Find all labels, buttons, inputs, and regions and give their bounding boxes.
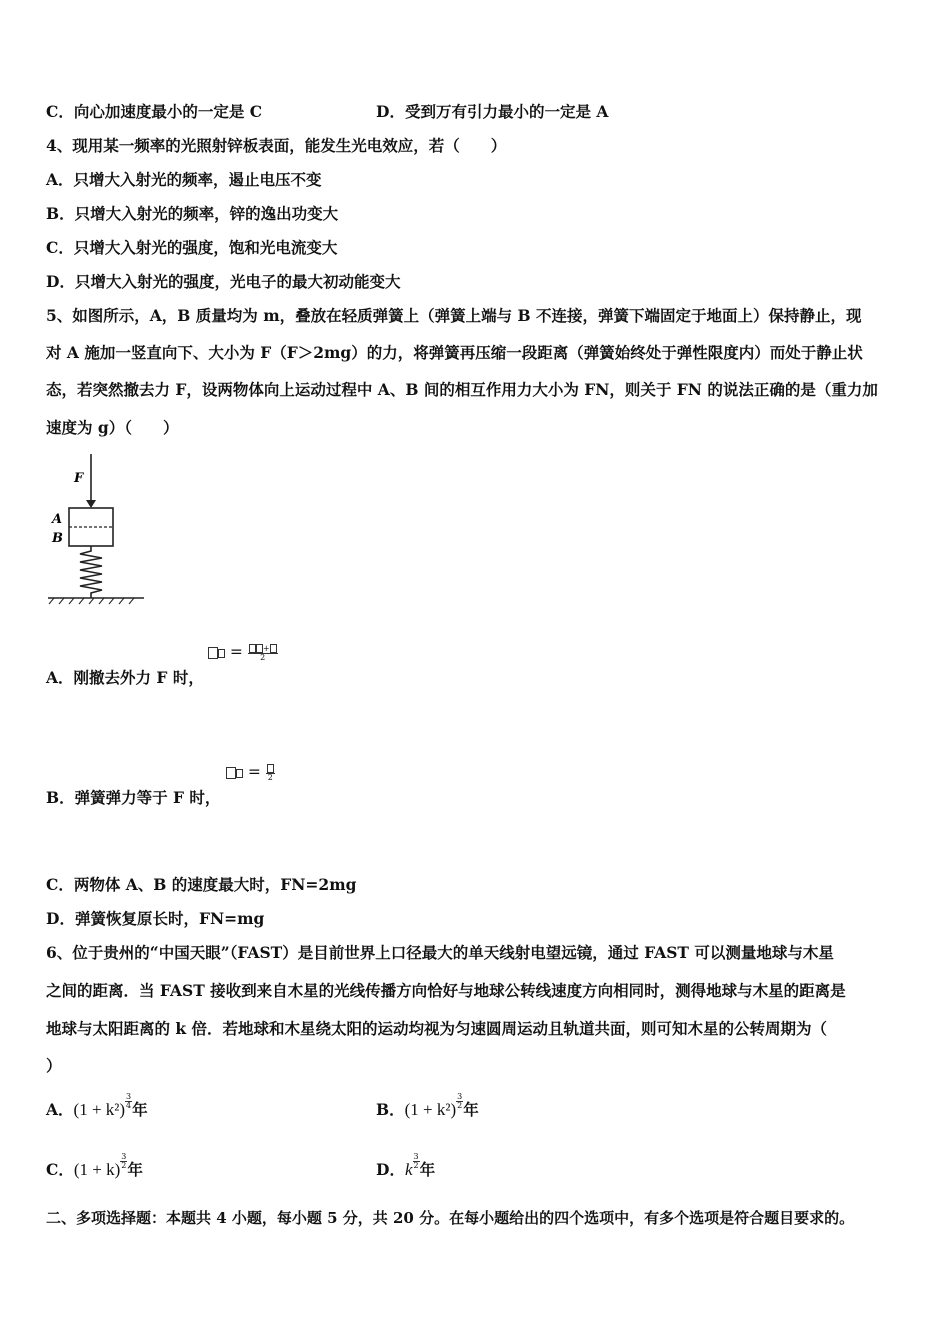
- q5-option-a: A．刚撤去外力 F 时，: [46, 668, 204, 687]
- q3-option-c: C．向心加速度最小的一定是 C: [46, 102, 263, 121]
- spring-block-figure: [44, 450, 148, 610]
- q5-option-b: B．弹簧弹力等于 F 时，: [46, 788, 221, 807]
- q6-stem-line-1: 6、位于贵州的“中国天眼”（FAST）是目前世界上口径最大的单天线射电望远镜，通过 FAST 可以测量地球与木星: [46, 943, 834, 962]
- q6-option-a: A．$(1 + k^2)\frac{3}{4}$年: [46, 1092, 148, 1119]
- q5-option-c: C．两物体 A、B 的速度最大时，FN=2mg: [46, 875, 357, 894]
- q4-option-b: B．只增大入射光的频率，锌的逸出功变大: [46, 204, 339, 223]
- q6-option-c: C．$(1 + k)\frac{3}{2}$年: [46, 1152, 143, 1179]
- q6-stem-line-4: ）: [46, 1056, 62, 1075]
- q4-option-a: A．只增大入射光的频率，遏止电压不变: [46, 170, 322, 189]
- q5-stem-line-4: 速度为 g）（ ）: [46, 418, 179, 437]
- section-2-heading: 二、多项选择题：本题共 4 小题，每小题 5 分，共 20 分。在每小题给出的四个选项中，有多个选项是符合题目要求的。: [46, 1209, 855, 1227]
- force-label: F: [74, 471, 84, 486]
- block-a-label: A: [52, 512, 63, 527]
- q5-stem-line-2: 对 A 施加一竖直向下、大小为 F（F＞2mg）的力，将弹簧再压缩一段距离（弹簧始终处于弹性限度内）而处于静止状: [46, 343, 863, 362]
- q6-option-b: B．$(1 + k^2)\frac{3}{2}$年: [376, 1092, 479, 1119]
- block-b-label: B: [52, 531, 63, 546]
- q3-option-d: D．受到万有引力最小的一定是 A: [376, 102, 609, 121]
- q6-stem-line-2: 之间的距离．当 FAST 接收到来自木星的光线传播方向恰好与地球公转线速度方向相同时，测得地球与木星的距离是: [46, 981, 846, 1000]
- q5-option-b-formula: = 2: [226, 762, 275, 782]
- q4-option-d: D．只增大入射光的强度，光电子的最大初动能变大: [46, 272, 401, 291]
- q6-option-d: D．$k\frac{3}{2}$年: [376, 1152, 436, 1179]
- q5-option-a-formula: = $\frac{+}{2}$: [208, 642, 278, 662]
- q5-stem-line-3: 态，若突然撤去力 F，设两物体向上运动过程中 A、B 间的相互作用力大小为 FN，则关于 FN 的说法正确的是（重力加: [46, 380, 878, 399]
- q5-stem-line-1: 5、如图所示，A，B 质量均为 m，叠放在轻质弹簧上（弹簧上端与 B 不连接，弹簧下端固定于地面上）保持静止，现: [46, 306, 862, 325]
- q6-stem-line-3: 地球与太阳距离的 k 倍．若地球和木星绕太阳的运动均视为匀速圆周运动且轨道共面，则可知木星的公转周期为（: [46, 1019, 828, 1038]
- q4-option-c: C．只增大入射光的强度，饱和光电流变大: [46, 238, 338, 257]
- q5-option-d: D．弹簧恢复原长时，FN=mg: [46, 909, 265, 928]
- q4-stem: 4、现用某一频率的光照射锌板表面，能发生光电效应，若（ ）: [46, 136, 507, 155]
